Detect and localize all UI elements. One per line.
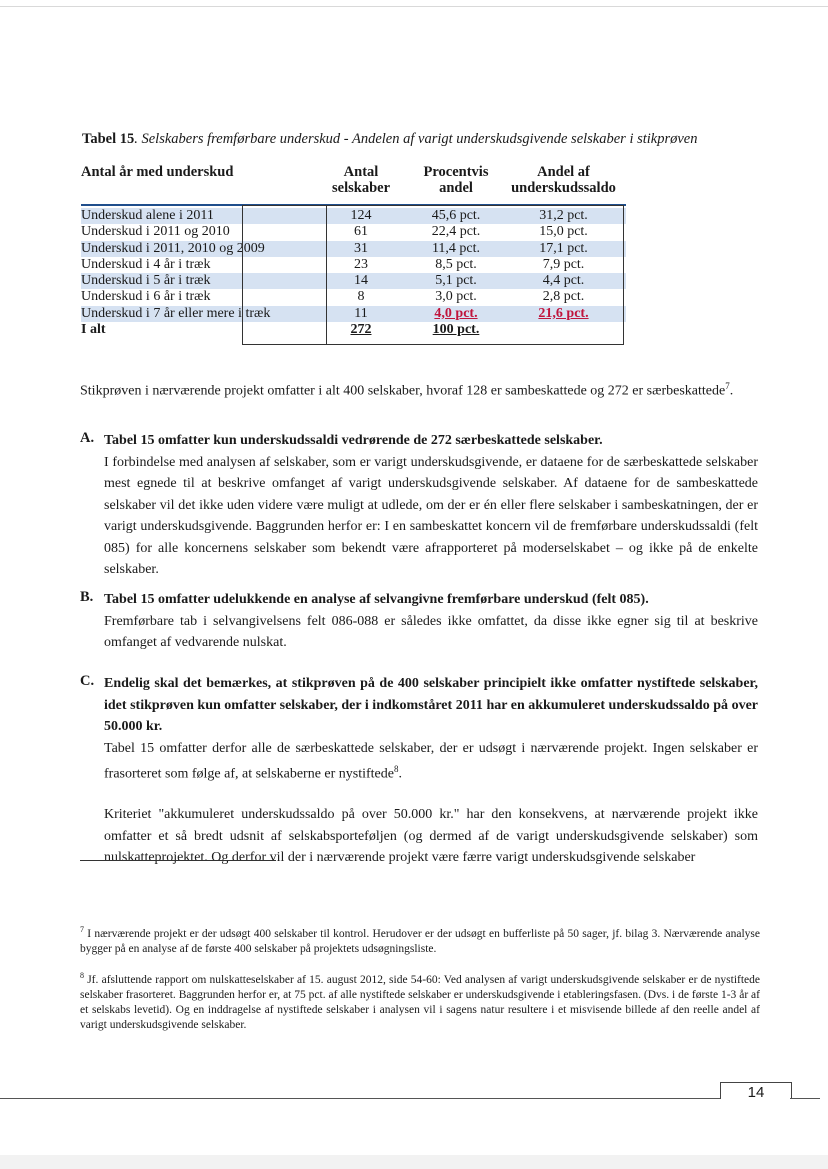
top-rule [0, 6, 828, 7]
section-c-body: Tabel 15 omfatter derfor alle de særbeskattede selskaber, der er udsøgt i nærværende projekt. Ingen selskaber er frasorteret som følge af, at selskaberne er nystiftede$^8$. [104, 740, 758, 782]
total-percent: 100 pct. [432, 322, 480, 338]
footnote-8: $^8$ Jf. afsluttende rapport om nulskatteselskaber af 15. august 2012, side 54-60: Ved analysen af varigt underskudsgivende selskaber er de nystiftede selskaber frasorteret. Baggrunden herfor er, at 75 pct. af alle nystiftede selskaber er underskudsgivende i etableringsfasen. (Dvs. i de første 1-3 år af et selskabs levetid). Og en inddragelse af nystiftede selskaber i analysen vil i sagens natur resultere i et misvisende billede af den reelle andel af varigt underskudsgivende selskaber. [80, 971, 760, 1031]
intro-paragraph: Stikprøven i nærværende projekt omfatter i alt 400 selskaber, hvoraf 128 er sambeskattede og 272 er særbeskattede$^7$. [80, 381, 734, 399]
header-years: Antal år med underskud [81, 164, 234, 180]
footer-rule [0, 1098, 720, 1099]
scan-edge [0, 1155, 828, 1169]
header-share: Andel af underskudssaldo [511, 164, 616, 196]
row-share: 17,1 pct. [539, 240, 588, 256]
section-a-heading: Tabel 15 omfatter kun underskudssaldi vedrørende de 272 særbeskattede selskaber. [104, 433, 603, 448]
table-caption [82, 131, 698, 148]
row-label: Underskud i 7 år eller mere i træk [81, 305, 271, 321]
row-count: 124 [350, 208, 372, 223]
footnote-ref-8: 8 [394, 764, 399, 774]
caption-text: . Selskabers fremførbare underskud - Andelen af varigt underskudsgivende selskaber i stikprøven [134, 131, 698, 147]
section-b [104, 589, 758, 654]
section-c-body-2: Kriteriet "akkumuleret underskudssaldo på over 50.000 kr." har den konsekvens, at nærværende projekt ikke omfatter et så bredt udsnit af selskabsporteføljen (og dermed af de varigt underskudsgivende selskaber) som nulskatteprojektet. Og derfor vil der i nærværende projekt være færre varigt underskudsgivende selskaber [104, 807, 758, 866]
section-a-body: I forbindelse med analysen af selskaber, som er varigt underskudsgivende, er dataene for de særbeskattede selskaber mest egnede til at beskrive omfanget af varigt underskudsgivende selskaber. Af dataene for de sambeskattede selskaber vil det ikke uden videre være muligt at udlede, om der er én eller flere selskaber i sambeskatningen, der er varigt underskudsgivende. Baggrunden herfor er: I en sambeskattet koncern vil de fremførbare underskudssaldi (felt 085) for alle koncernens selskaber som bekendt være afrapporteret på moderselskabet – og ikke på de enkelte selskaber. [104, 454, 758, 577]
values-box-divider [326, 205, 327, 345]
row-label: Underskud i 4 år i træk [81, 256, 211, 272]
footnote-7: $^7$ I nærværende projekt er der udsøgt 400 selskaber til kontrol. Herudover er der udsøgt en bufferliste på 50 sager, jf. bilag 3. Nærværende analyse bygger på en analyse af de første 400 selskaber på projektets udsøgningsliste. [80, 925, 761, 955]
row-percent: 11,4 pct. [431, 240, 481, 256]
total-count: 272 [350, 322, 372, 338]
caption-label: Tabel 15 [82, 131, 135, 147]
row-share: 15,0 pct. [539, 224, 588, 240]
row-label: Underskud i 2011 og 2010 [81, 224, 230, 240]
row-count: 8 [357, 289, 365, 305]
row-count: 23 [354, 256, 368, 272]
row-label: Underskud i 5 år i træk [81, 273, 211, 289]
section-b-letter: B. [80, 589, 94, 605]
row-count: 61 [354, 224, 368, 240]
row-count: 31 [354, 240, 368, 256]
header-percent: Procentvis andel [423, 164, 489, 196]
row-percent: 8,5 pct. [435, 256, 477, 272]
row-label: Underskud i 6 år i træk [81, 289, 211, 305]
section-c [104, 673, 758, 869]
row-percent: 4,0 pct. [434, 305, 478, 321]
row-percent: 5,1 pct. [435, 273, 477, 289]
footnote-rule [80, 860, 276, 861]
section-c-heading: Endelig skal det bemærkes, at stikprøven på de 400 selskaber principielt ikke omfatter nystiftede selskaber, idet stikprøven kun omfatter selskaber, der i indkomståret 2011 har en akkumuleret underskudssaldo på over 50.000 kr. [104, 676, 758, 734]
page-number: 14 [720, 1082, 792, 1099]
section-a [104, 430, 758, 581]
total-label: I alt [81, 322, 106, 338]
header-count: Antal selskaber [332, 164, 390, 196]
row-percent: 22,4 pct. [431, 224, 481, 240]
table-header [81, 164, 626, 204]
row-percent: 3,0 pct. [435, 289, 477, 305]
row-label: Underskud alene i 2011 [81, 208, 214, 223]
row-share: 31,2 pct. [539, 208, 588, 223]
table-15 [81, 164, 626, 338]
row-percent: 45,6 pct. [431, 208, 481, 223]
row-share: 2,8 pct. [542, 289, 585, 305]
row-label: Underskud i 2011, 2010 og 2009 [81, 240, 265, 256]
footnote-ref-7: 7 [725, 381, 730, 391]
row-share: 7,9 pct. [542, 256, 585, 272]
row-share: 21,6 pct. [538, 305, 589, 321]
section-c-letter: C. [80, 673, 95, 689]
footer-rule-right [790, 1098, 820, 1099]
values-box [242, 205, 624, 345]
row-count: 11 [354, 305, 368, 321]
section-b-body: Fremførbare tab i selvangivelsens felt 086-088 er således ikke omfattet, da disse ikke egner sig til at beskrive omfanget af vedvarende nulskat. [104, 613, 758, 650]
row-count: 14 [354, 273, 368, 289]
section-a-letter: A. [80, 430, 95, 446]
row-share: 4,4 pct. [542, 273, 585, 289]
section-b-heading: Tabel 15 omfatter udelukkende en analyse af selvangivne fremførbare underskud (felt 085). [104, 592, 649, 607]
